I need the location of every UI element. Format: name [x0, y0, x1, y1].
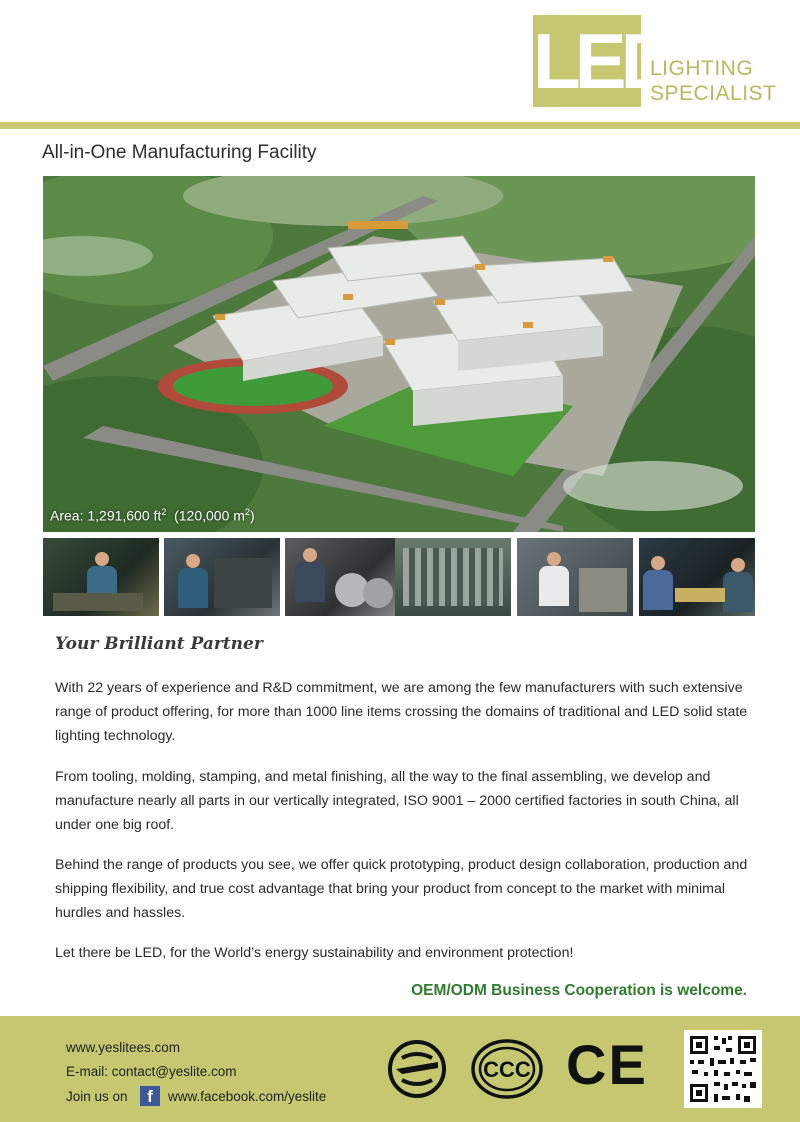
area-sup-metric: 2 [244, 507, 250, 518]
header-divider [0, 122, 800, 129]
area-caption [50, 507, 255, 524]
paragraph-services: Behind the range of products you see, we offer quick prototyping, product design collaboration, production and shipping flexibility, and true cost advantage that bring your product from concept to the market with minimal hurdles and hassles. [55, 857, 748, 921]
website-link[interactable]: www.yeslitees.com [66, 1040, 181, 1055]
logo-mark: LED [533, 17, 671, 105]
logo-line-lighting: LIGHTING [650, 57, 754, 80]
factory-photo-1 [43, 538, 159, 616]
logo-line-specialist: SPECIALIST [650, 82, 777, 105]
email-link[interactable]: E-mail: contact@yeslite.com [66, 1064, 237, 1079]
factory-photo-strip [43, 538, 755, 616]
facebook-link[interactable]: www.facebook.com/yeslite [168, 1089, 327, 1104]
qr-code-icon[interactable] [684, 1030, 762, 1108]
join-label: Join us on [66, 1089, 128, 1104]
facility-aerial-photo [43, 176, 755, 532]
area-close: ) [249, 508, 255, 524]
factory-photo-6 [639, 538, 755, 616]
factory-photo-2 [164, 538, 280, 616]
paragraph-experience: With 22 years of experience and R&D commitment, we are among the few manufacturers with such extensive range of product offering, for more than 1000 line items crossing the domains of traditional and LED solid state lighting technology. [55, 680, 748, 744]
social-row [66, 1089, 128, 1104]
partner-heading: Your Brilliant Partner [55, 634, 263, 654]
area-metric: (120,000 m [174, 508, 245, 524]
oem-callout: OEM/ODM Business Cooperation is welcome. [411, 982, 747, 999]
ce-certification-icon: CE [566, 1033, 648, 1096]
factory-photo-4 [395, 538, 511, 616]
area-imperial: Area: 1,291,600 ft [50, 508, 162, 524]
ccc-label: CCC [483, 1057, 531, 1082]
facility-title: All-in-One Manufacturing Facility [42, 142, 317, 163]
paragraph-tagline: Let there be LED, for the World’s energy sustainability and environment protection! [55, 945, 574, 961]
ccc-certification-icon [470, 1038, 544, 1100]
area-sup-imperial: 2 [161, 507, 167, 518]
footer [0, 1016, 800, 1122]
certification-mark-icon [386, 1038, 448, 1100]
factory-photo-5 [517, 538, 633, 616]
paragraph-manufacturing: From tooling, molding, stamping, and metal finishing, all the way to the final assembling, we develop and manufacture nearly all parts in our vertically integrated, ISO 9001 – 2000 certified factories in south China, all under one big roof. [55, 769, 739, 833]
facebook-icon[interactable]: f [140, 1086, 160, 1106]
brand-logo [533, 15, 783, 111]
factory-photo-3 [285, 538, 401, 616]
